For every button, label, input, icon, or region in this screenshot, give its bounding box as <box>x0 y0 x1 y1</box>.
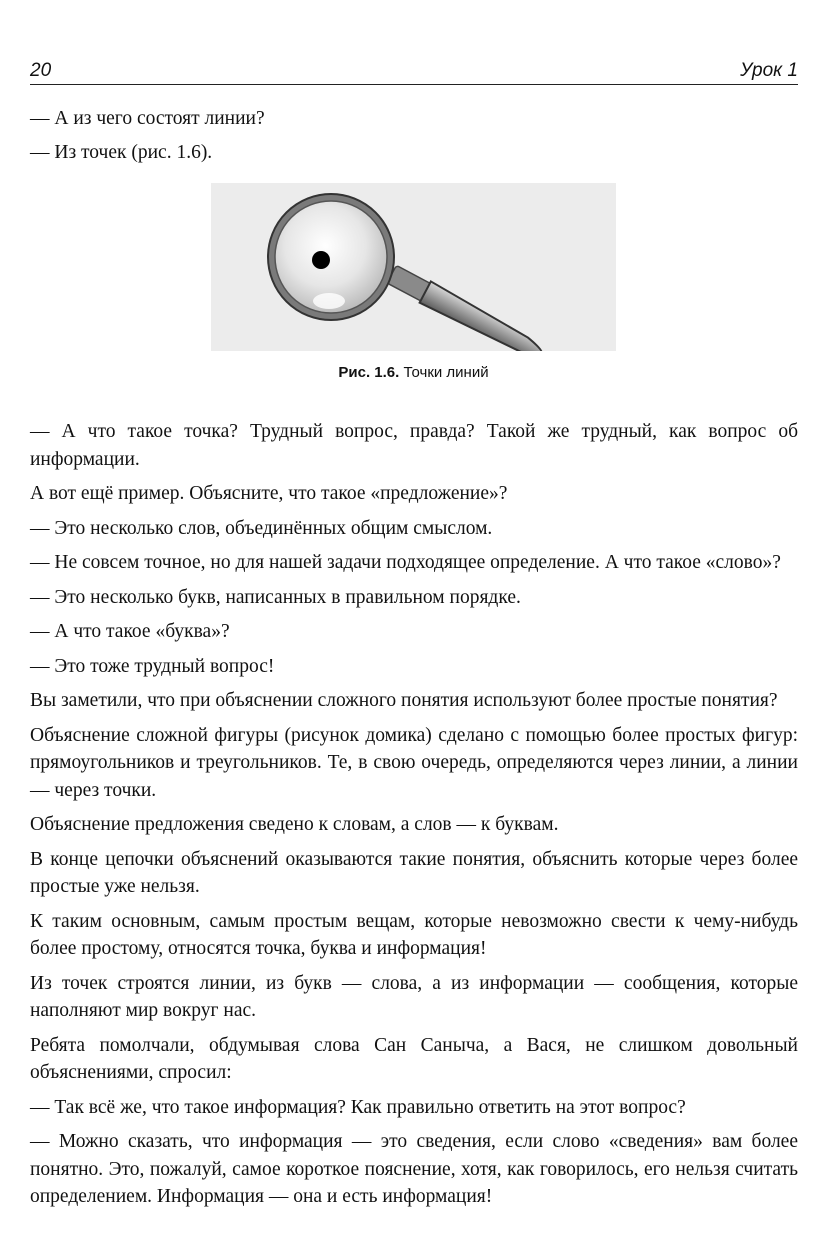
paragraph: Объяснение сложной фигуры (рисунок домика) сделано с помощью более простых фигур: прямоугольников и треугольников. Те, в свою очередь, определяются через линии, а линии — через точки. <box>30 724 798 801</box>
paragraph: — А что такое точка? Трудный вопрос, правда? Такой же трудный, как вопрос об информации. <box>30 421 798 470</box>
running-header <box>30 58 798 85</box>
paragraph: Вы заметили, что при объяснении сложного понятия используют более простые понятия? <box>30 690 778 711</box>
paragraph: — Можно сказать, что информация — это сведения, если слово «сведения» вам более понятно. Это, пожалуй, самое короткое пояснение, хотя, как говорилось, его нельзя считать определением. Информация — она и есть информация! <box>30 1131 798 1207</box>
paragraph: — Это несколько слов, объединённых общим смыслом. <box>30 517 493 539</box>
figure-caption <box>0 364 827 381</box>
paragraph: К таким основным, самым простым вещам, которые невозможно свести к чему-нибудь более простому, относятся точка, буква и информация! <box>30 910 798 959</box>
paragraph: — Так всё же, что такое информация? Как правильно ответить на этот вопрос? <box>30 1096 686 1118</box>
body-text <box>30 418 798 1218</box>
dialog-line: — Из точек (рис. 1.6). <box>30 142 213 163</box>
paragraph: Объяснение предложения сведено к словам, а слов — к буквам. <box>30 814 559 835</box>
paragraph: Ребята помолчали, обдумывая слова Сан Саныча, а Вася, не слишком довольный объяснениями, спросил: <box>30 1034 798 1083</box>
dot-icon <box>312 251 330 269</box>
paragraph: В конце цепочки объяснений оказываются такие понятия, объяснить которые через более простые уже нельзя. <box>30 848 798 897</box>
paragraph: Из точек строятся линии, из букв — слова, а из информации — сообщения, которые наполняют мир вокруг нас. <box>30 972 798 1021</box>
paragraph: — А что такое «буква»? <box>30 621 230 642</box>
paragraph: А вот ещё пример. Объясните, что такое «предложение»? <box>30 483 508 504</box>
paragraph: — Это несколько букв, написанных в правильном порядке. <box>30 586 521 608</box>
chapter-title: Урок 1 <box>740 60 798 81</box>
caption-text: Точки линий <box>403 364 489 381</box>
dialog-line: — А из чего состоят линии? <box>30 108 265 129</box>
magnifying-glass-icon <box>211 183 616 351</box>
paragraph: — Не совсем точное, но для нашей задачи подходящее определение. А что такое «слово»? <box>30 552 781 573</box>
paragraph: — Это тоже трудный вопрос! <box>30 655 275 677</box>
figure-magnifier <box>211 183 616 351</box>
caption-label: Рис. 1.6. <box>338 364 400 381</box>
page-number: 20 <box>30 60 52 81</box>
